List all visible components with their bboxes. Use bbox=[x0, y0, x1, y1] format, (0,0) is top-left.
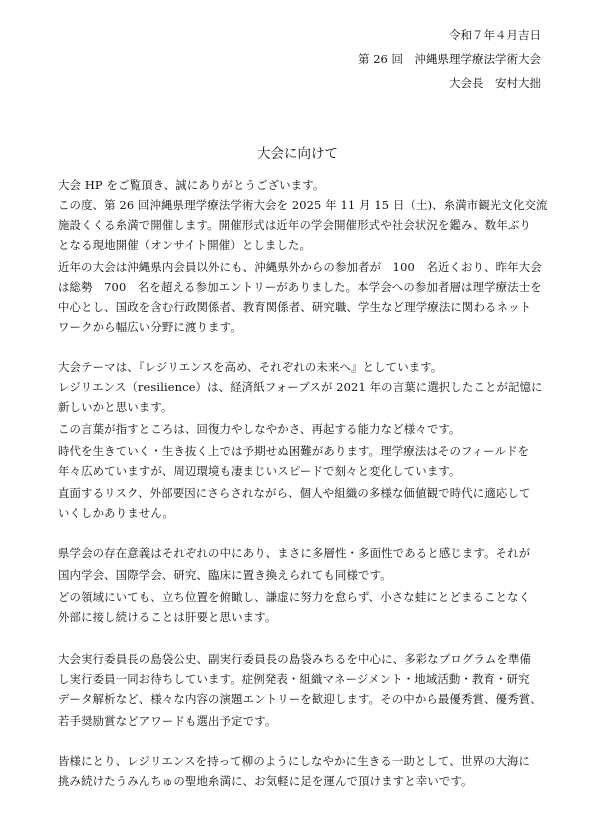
body-line: 大会テーマは、『レジリエンスを高め、それぞれの未来へ』としています。 bbox=[58, 360, 443, 374]
document-title: 大会に向けて bbox=[257, 146, 338, 162]
body-line: 近年の大会は沖縄県内会員以外にも、沖縄県外からの参加者が 100 名近くおり、昨年大会 bbox=[58, 260, 542, 274]
body-line: この言葉が指すところは、回復力やしなやかさ、再起する能力など様々です。 bbox=[58, 422, 461, 436]
header-conference-name: 第 26 回 沖縄県理学療法学術大会 bbox=[358, 52, 541, 66]
body-line: データ解析など、様々な内容の演題エントリーを歓迎します。その中から最優秀賞、優秀賞、 bbox=[58, 692, 542, 706]
body-line: 県学会の存在意義はそれぞれの中にあり、まさに多層性・多面性であると感じます。それが bbox=[58, 546, 531, 560]
body-line: は総勢 700 名を超える参加エントリーがありました。本学会への参加者層は理学療法士を bbox=[58, 280, 542, 294]
body-line: 挑み続けたうみんちゅの聖地糸満に、お気軽に足を運んで頂けますと幸いです。 bbox=[58, 774, 473, 788]
header-president: 大会長 安村大拙 bbox=[449, 76, 541, 90]
body-line: 大会 HP をご覧頂き、誠にありがとうございます。 bbox=[58, 178, 325, 192]
header-date: 令和７年４月吉日 bbox=[449, 28, 541, 42]
body-line: 直面するリスク、外部要因にさらされながら、個人や組織の多様な価値観で時代に適応して bbox=[58, 486, 531, 500]
body-line: 施設くくる糸満で開催します。開催形式は近年の学会開催形式や社会状況を鑑み、数年ぶり bbox=[58, 218, 531, 232]
body-line: 時代を生きていく・生き抜く上では予期せぬ困難があります。理学療法はそのフィールドを bbox=[58, 444, 530, 458]
body-line: いくしかありません。 bbox=[58, 506, 175, 520]
body-line: 大会実行委員長の島袋公史、副実行委員長の島袋みちるを中心に、多彩なプログラムを準備 bbox=[58, 652, 532, 666]
body-line: 皆様にとり、レジリエンスを持って柳のようにしなやかに生きる一助として、世界の大海に bbox=[58, 754, 531, 768]
body-line: この度、第 26 回沖縄県理学療法学術大会を 2025 年 11 月 15 日（土)、糸満市観光文化交流 bbox=[58, 198, 548, 212]
body-line: 年々広めていますが、周辺環境も凄まじいスピードで刻々と変化しています。 bbox=[58, 464, 461, 478]
body-line: 外部に接し続けることは肝要と思います。 bbox=[58, 610, 277, 624]
body-line: ワークから幅広い分野に渡ります。 bbox=[58, 320, 242, 334]
body-line: 国内学会、国際学会、研究、臨床に置き換えられても同様です。 bbox=[58, 568, 392, 582]
body-line: レジリエンス（resilience）は、経済紙フォーブスが 2021 年の言葉に選択したことが記憶に bbox=[58, 380, 543, 394]
body-line: 中心とし、国政を含む行政関係者、教育関係者、研究職、学生など理学療法に関わるネット bbox=[58, 300, 532, 314]
body-line: し実行委員一同お待ちしています。症例発表・組織マネージメント・地域活動・教育・研究 bbox=[58, 672, 530, 686]
body-line: となる現地開催（オンサイト開催）としました。 bbox=[58, 238, 312, 252]
body-line: どの領域にいても、立ち位置を俯瞰し、謙虚に努力を怠らず、小さな蛙にとどまることなく bbox=[58, 590, 531, 604]
body-line: 若手奨励賞などアワードも選出予定です。 bbox=[58, 714, 277, 728]
body-line: 新しいかと思います。 bbox=[58, 400, 173, 414]
